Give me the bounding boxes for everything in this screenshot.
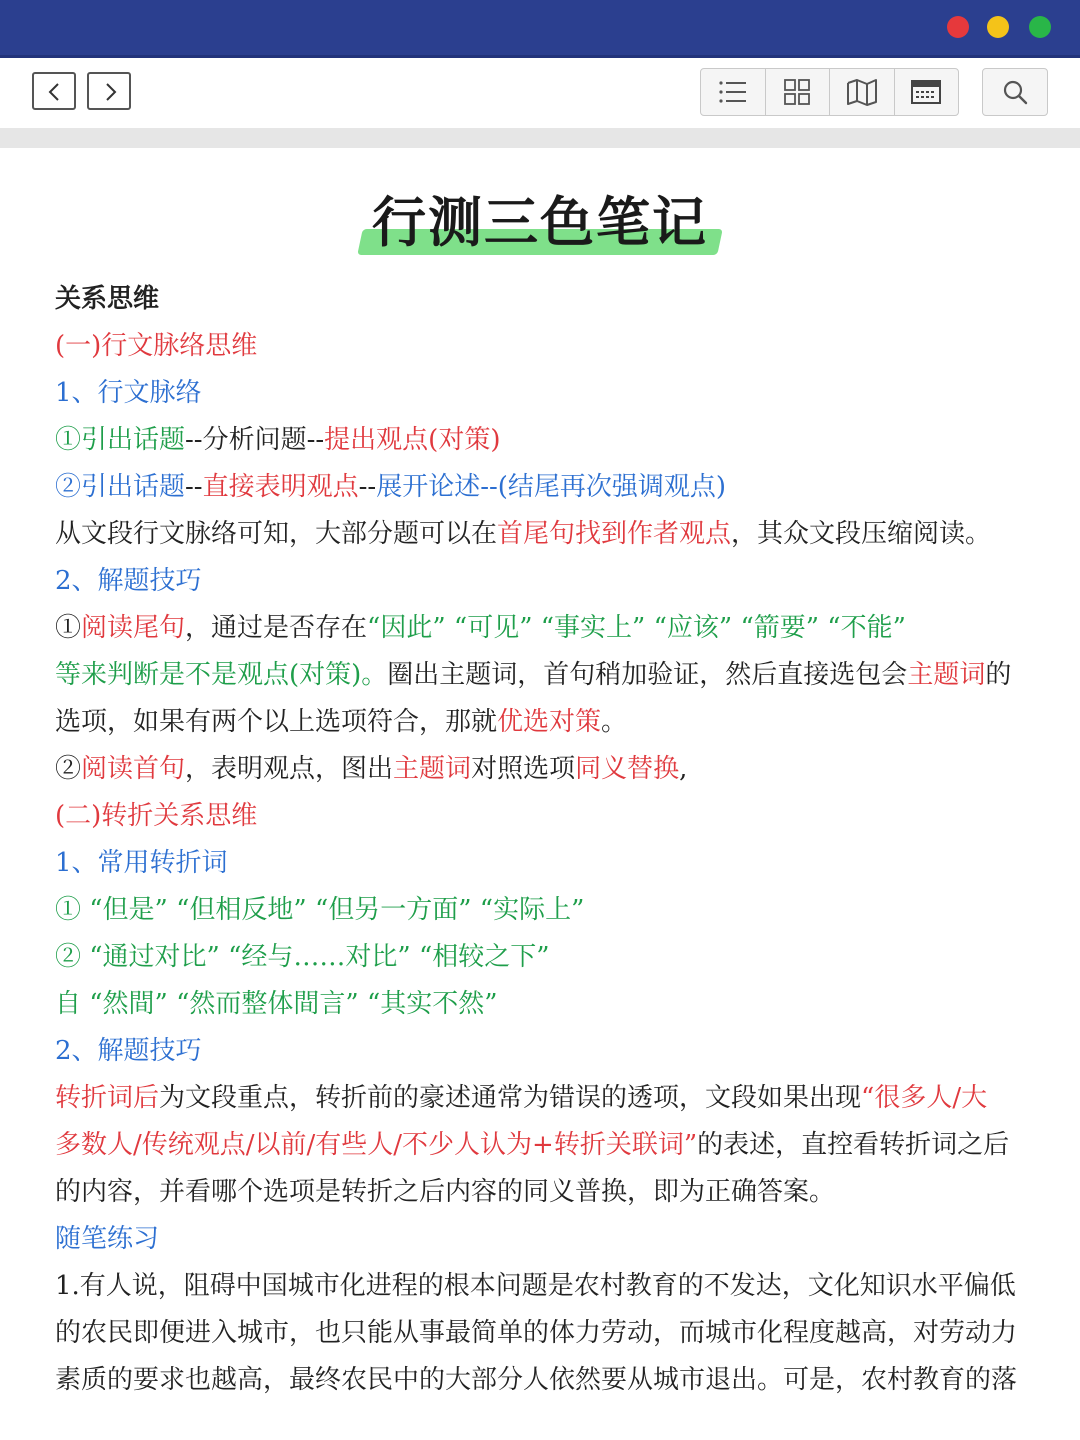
note-text-segment: ，其众文段压缩阅读。 xyxy=(731,519,992,549)
close-window-dot[interactable] xyxy=(947,16,969,38)
note-line xyxy=(55,1122,1035,1169)
note-text-segment: ，通过是否存在 xyxy=(185,613,368,643)
note-text-segment: ，表明观点，图出 xyxy=(185,754,394,784)
note-text-segment: 阅读首句 xyxy=(81,754,186,784)
note-text-segment: 从文段行文脉络可知，大部分题可以在 xyxy=(55,519,498,549)
list-icon xyxy=(718,79,748,105)
back-button[interactable] xyxy=(32,72,76,110)
page-title xyxy=(360,180,720,257)
minimize-window-dot[interactable] xyxy=(987,16,1009,38)
note-text-segment: ② xyxy=(55,754,82,784)
grid-icon xyxy=(783,78,811,106)
note-text-segment: 素质的要求也越高，最终农民中的大部分人依然要从城市退出。可是，农村教育的落 xyxy=(55,1365,1018,1395)
note-text-segment: --分析问题-- xyxy=(185,425,325,455)
note-text-segment: 2、解题技巧 xyxy=(55,566,202,596)
note-text-segment: 直接表明观点 xyxy=(202,472,359,502)
note-line xyxy=(55,1263,1035,1310)
maximize-window-dot[interactable] xyxy=(1029,16,1051,38)
page-title-text: 行测三色笔记 xyxy=(372,190,708,254)
note-text-segment: 关系思维 xyxy=(55,284,160,314)
note-text-segment: ② “通过对比” “经与……对比” “相较之下” xyxy=(55,942,550,972)
note-text-segment: 圈出主题词，首句稍加验证，然后直接选包会 xyxy=(387,660,908,690)
note-text-segment: 主题词 xyxy=(907,660,986,690)
note-line xyxy=(55,652,1035,699)
note-line xyxy=(55,840,1035,887)
note-line xyxy=(55,699,1035,746)
note-text-segment: 的农民即便进入城市，也只能从事最简单的体力劳动，而城市化程度越高，对劳动力 xyxy=(55,1318,1018,1348)
note-text-segment: -- xyxy=(185,472,203,502)
note-text-segment: 优选对策 xyxy=(497,707,602,737)
search-button[interactable] xyxy=(982,68,1048,116)
note-text-segment: ①引出话题 xyxy=(55,425,186,455)
note-text-segment: 2、解题技巧 xyxy=(55,1036,202,1066)
note-text-segment: 等来判断是不是观点(对策)。 xyxy=(55,660,388,690)
note-text-segment: 1、常用转折词 xyxy=(55,848,228,878)
note-text-segment: ① “但是” “但相反地” “但另一方面” “实际上” xyxy=(55,895,585,925)
note-line xyxy=(55,1075,1035,1122)
note-text-segment: ① xyxy=(55,613,82,643)
note-text-segment: 选项，如果有两个以上选项符合，那就 xyxy=(55,707,498,737)
note-text-segment: 首尾句找到作者观点 xyxy=(497,519,732,549)
note-content xyxy=(55,276,1035,1404)
search-icon xyxy=(1001,78,1029,106)
note-line xyxy=(55,370,1035,417)
note-line xyxy=(55,323,1035,370)
note-line xyxy=(55,887,1035,934)
note-text-segment: “因此” “可见” “事实上” “应该” “箭要” “不能” xyxy=(367,613,906,643)
note-text-segment: 的表述，直控看转折词之后 xyxy=(697,1130,1010,1160)
note-text-segment: “很多人/大 xyxy=(861,1083,988,1113)
note-line xyxy=(55,417,1035,464)
note-text-segment: 为文段重点，转折前的豪述通常为错误的透项，文段如果出现 xyxy=(159,1083,862,1113)
note-text-segment: 1.有人说，阻碍中国城市化进程的根本问题是农村教育的不发达，文化知识水平偏低 xyxy=(55,1271,1016,1301)
note-line xyxy=(55,558,1035,605)
note-text-segment: , xyxy=(679,754,688,784)
note-text-segment: 主题词 xyxy=(393,754,472,784)
chevron-left-icon xyxy=(45,82,65,102)
note-line xyxy=(55,605,1035,652)
view-switcher xyxy=(700,68,959,116)
note-text-segment: 展开论述--(结尾再次强调观点) xyxy=(376,472,727,502)
note-line xyxy=(55,276,1035,323)
chevron-right-icon xyxy=(100,82,120,102)
map-icon xyxy=(846,78,878,106)
list-view-button[interactable] xyxy=(701,69,766,115)
note-text-segment: 同义替换 xyxy=(575,754,680,784)
note-text-segment: 1、行文脉络 xyxy=(55,378,202,408)
note-text-segment: 自 “然間” “然而整体間言” “其实不然” xyxy=(55,989,498,1019)
note-text-segment: 阅读尾句 xyxy=(81,613,186,643)
note-text-segment: 提出观点(对策) xyxy=(324,425,501,455)
calendar-icon xyxy=(911,79,941,105)
note-text-segment: 。 xyxy=(601,707,628,737)
note-line xyxy=(55,1310,1035,1357)
note-text-segment: -- xyxy=(358,472,377,502)
note-text-segment: (一)行文脉络思维 xyxy=(55,331,258,361)
note-text-segment: 多数人/传统观点/以前/有些人/不少人认为+转折关联词” xyxy=(55,1130,698,1160)
note-text-segment: 随笔练习 xyxy=(55,1224,160,1254)
note-line xyxy=(55,1357,1035,1404)
note-line xyxy=(55,793,1035,840)
title-container xyxy=(0,180,1080,257)
note-text-segment: (二)转折关系思维 xyxy=(55,801,258,831)
note-line xyxy=(55,464,1035,511)
note-line xyxy=(55,981,1035,1028)
forward-button[interactable] xyxy=(87,72,131,110)
toolbar-divider xyxy=(0,128,1080,148)
calendar-view-button[interactable] xyxy=(895,69,959,115)
note-text-segment: 的内容，并看哪个选项是转折之后内容的同义普换，即为正确答案。 xyxy=(55,1177,836,1207)
note-line xyxy=(55,934,1035,981)
note-line xyxy=(55,1028,1035,1075)
window-title-bar xyxy=(0,0,1080,58)
toolbar xyxy=(0,58,1080,128)
note-text-segment: 对照选项 xyxy=(471,754,576,784)
note-text-segment: ②引出话题 xyxy=(55,472,186,502)
note-line xyxy=(55,511,1035,558)
note-text-segment: 转折词后 xyxy=(55,1083,160,1113)
map-view-button[interactable] xyxy=(830,69,895,115)
note-line xyxy=(55,1169,1035,1216)
note-text-segment: 的 xyxy=(985,660,1012,690)
grid-view-button[interactable] xyxy=(766,69,831,115)
note-line xyxy=(55,1216,1035,1263)
note-line xyxy=(55,746,1035,793)
